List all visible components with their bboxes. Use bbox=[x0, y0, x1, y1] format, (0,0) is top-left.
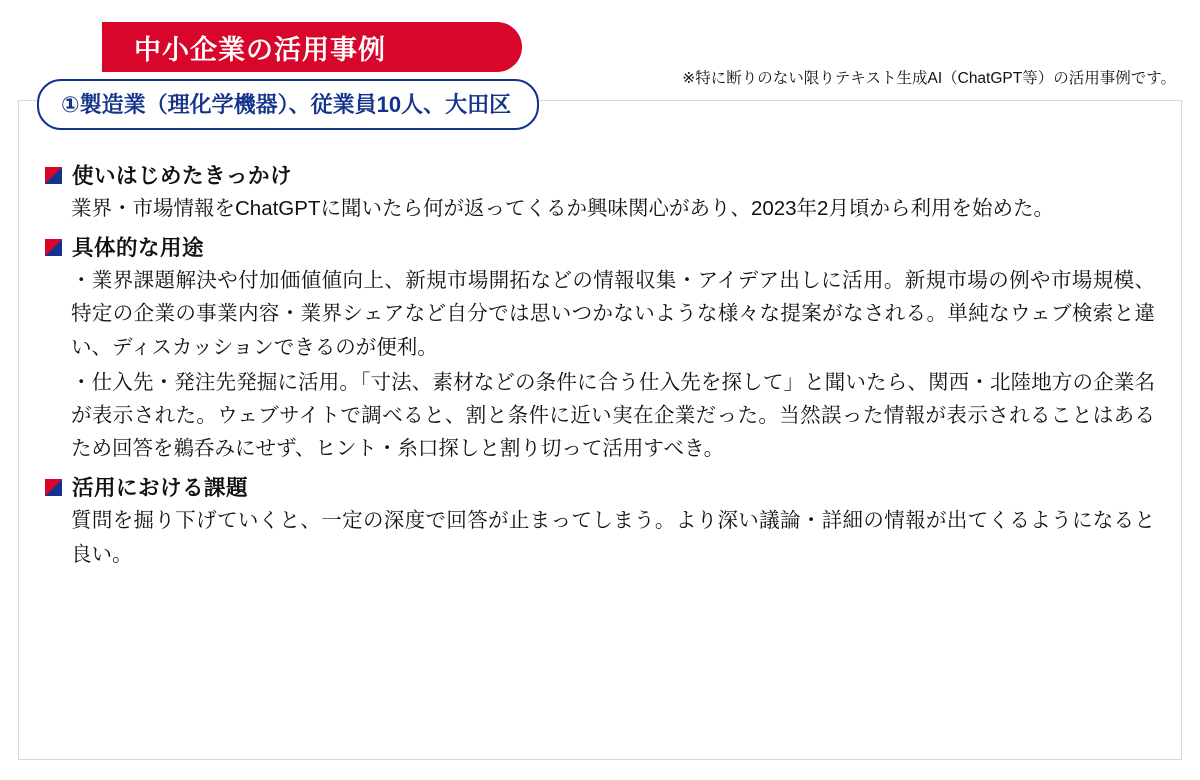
section-heading bbox=[45, 159, 1155, 190]
section-use-cases bbox=[45, 231, 1155, 465]
banner-title: 中小企業の活用事例 bbox=[134, 34, 386, 65]
section-challenges bbox=[45, 471, 1155, 570]
section-heading bbox=[45, 231, 1155, 262]
case-title-pill: ①製造業（理化学機器）、従業員10人、大田区 bbox=[37, 79, 539, 130]
paragraph: ・仕入先・発注先発掘に活用。「寸法、素材などの条件に合う仕入先を探して」と聞いたら、関西・北陸地方の企業名が表示された。ウェブサイトで調べると、割と条件に近い実在企業だった。当然誤った情報が表示されることはあるため回答を鵜呑みにせず、ヒント・糸口探しと割り切って活用すべき。 bbox=[71, 370, 1155, 461]
header-note: ※特に断りのない限りテキスト生成AI（ChatGPT等）の活用事例です。 bbox=[682, 70, 1176, 87]
case-card bbox=[18, 92, 1182, 760]
paragraph: 質問を掘り下げていくと、一定の深度で回答が止まってしまう。より深い議論・詳細の情報が出てくるようになると良い。 bbox=[71, 509, 1155, 566]
section-body bbox=[45, 504, 1155, 570]
section-title: 使いはじめたきっかけ bbox=[72, 164, 293, 188]
bullet-marker-icon bbox=[45, 239, 62, 256]
section-heading bbox=[45, 471, 1155, 502]
section-title: 具体的な用途 bbox=[72, 236, 205, 261]
section-banner bbox=[102, 22, 522, 72]
section-title: 活用における課題 bbox=[72, 476, 249, 501]
bullet-marker-icon bbox=[45, 479, 62, 496]
section-trigger bbox=[45, 159, 1155, 225]
paragraph: ・業界課題解決や付加価値値向上、新規市場開拓などの情報収集・アイデア出しに活用。新規市場の例や市場規模、特定の企業の事業内容・業界シェアなど自分では思いつかないような様々な提案がなされる。単純なウェブ検索と違い、ディスカッションできるのが便利。 bbox=[71, 269, 1155, 359]
bullet-marker-icon bbox=[45, 167, 62, 184]
paragraph: 業界・市場情報をChatGPTに聞いたら何が返ってくるか興味関心があり、2023年2月頃から利用を始めた。 bbox=[71, 197, 1054, 220]
section-body bbox=[45, 264, 1155, 465]
section-body bbox=[45, 192, 1155, 225]
case-content bbox=[19, 101, 1181, 587]
